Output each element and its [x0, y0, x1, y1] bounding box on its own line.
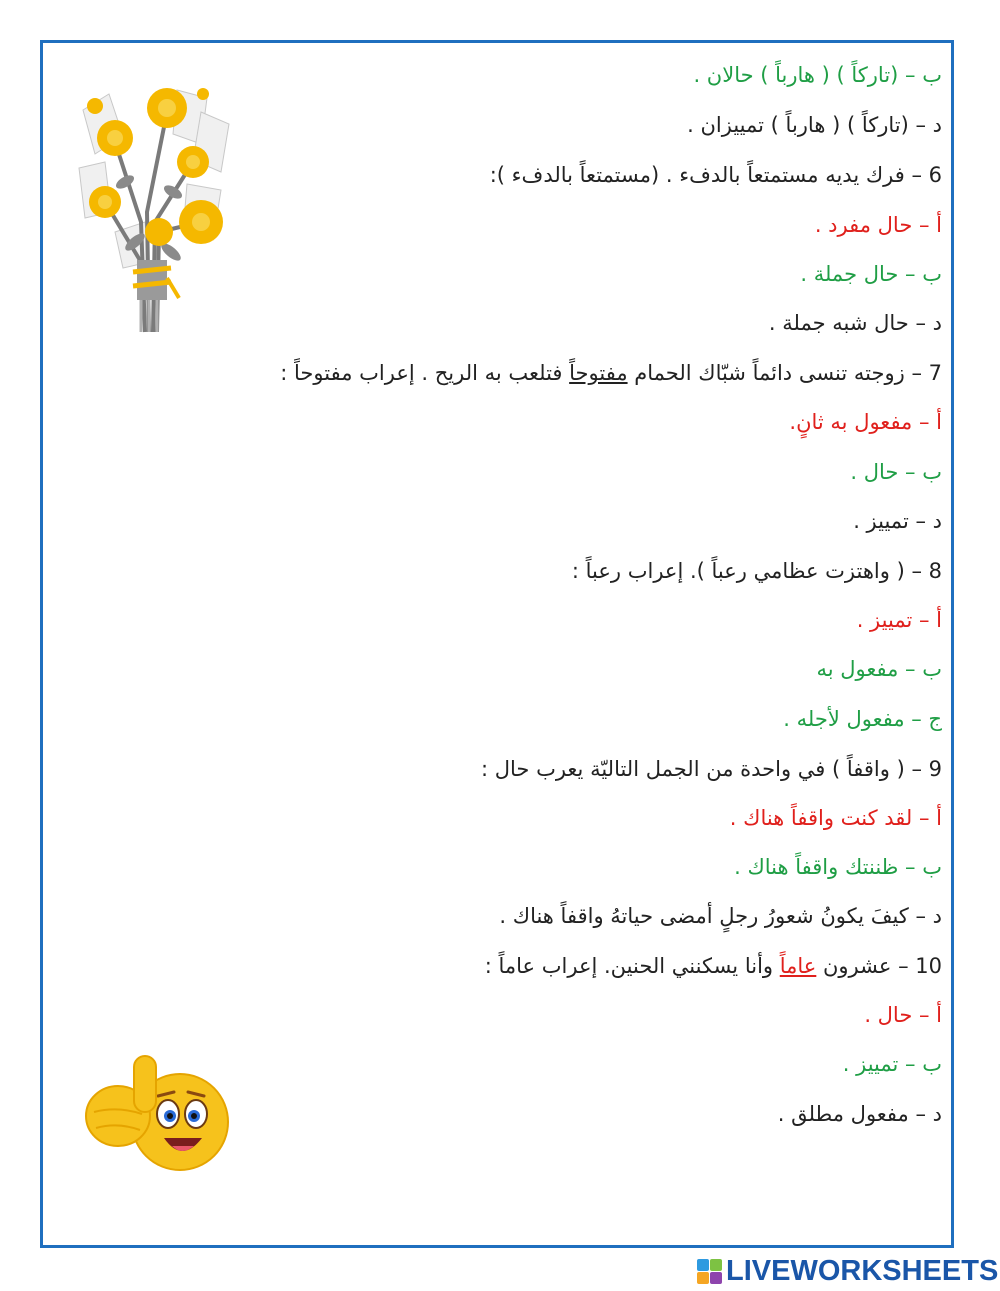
question-text: وأنا يسكنني الحنين. إعراب عاماً : [484, 954, 780, 978]
answer-option-line[interactable]: د – كيفَ يكونُ شعورُ رجلٍ أمضى حياتهُ واقفاً هناك . [499, 904, 942, 928]
question-8-line: 8 – ( واهتزت عظامي رعباً ). إعراب رعباً : [571, 559, 942, 583]
underlined-word: عاماً [779, 954, 817, 978]
answer-option-line[interactable]: أ – مفعول به ثانٍ. [789, 410, 942, 434]
question-text: 7 – زوجته تنسى دائماً شبّاك الحمام [627, 361, 942, 385]
answer-option-line[interactable]: ب – (تاركاً ) ( هارباً ) حالان . [693, 63, 942, 87]
question-9-line: 9 – ( واقفاً ) في واحدة من الجمل التاليّة يعرب حال : [481, 757, 942, 781]
liveworksheets-logo-icon [697, 1259, 722, 1284]
question-text: فتلعب به الريح . إعراب مفتوحاً : [280, 361, 570, 385]
answer-option-line[interactable]: أ – تمييز . [856, 608, 942, 632]
answer-option-line[interactable]: ج – مفعول لأجله . [783, 707, 942, 731]
answer-option-line[interactable]: د – حال شبه جملة . [768, 311, 942, 335]
answer-option-line[interactable]: أ – لقد كنت واقفاً هناك . [729, 806, 942, 830]
answer-option-line[interactable]: د – (تاركاً ) ( هارباً ) تمييزان . [687, 113, 942, 137]
liveworksheets-logo[interactable] [697, 1255, 998, 1287]
underlined-word: مفتوحاً [569, 361, 628, 385]
question-10-line [485, 948, 942, 984]
answer-option-line[interactable]: د – تمييز . [853, 509, 942, 533]
logo-text: LIVEWORKSHEETS [726, 1254, 999, 1287]
question-6-line: 6 – فرك يديه مستمتعاً بالدفء . (مستمتعاً بالدفء ): [489, 163, 942, 187]
answer-option-line[interactable]: د – مفعول مطلق . [777, 1102, 942, 1126]
question-text: 10 – عشرون [816, 954, 942, 978]
answer-option-line[interactable]: ب – حال جملة . [800, 262, 942, 286]
answer-option-line[interactable]: ب – تمييز . [842, 1052, 942, 1076]
flower-bouquet-icon [75, 72, 235, 334]
answer-option-line[interactable]: أ – حال . [864, 1003, 942, 1027]
answer-option-line[interactable]: ب – حال . [850, 460, 942, 484]
question-7-line [280, 355, 942, 391]
answer-option-line[interactable]: ب – ظننتك واقفاً هناك . [734, 855, 942, 879]
answer-option-line[interactable]: أ – حال مفرد . [814, 213, 942, 237]
thumbs-up-smiley-icon [84, 1052, 244, 1172]
answer-option-line[interactable]: ب – مفعول به [816, 657, 942, 681]
